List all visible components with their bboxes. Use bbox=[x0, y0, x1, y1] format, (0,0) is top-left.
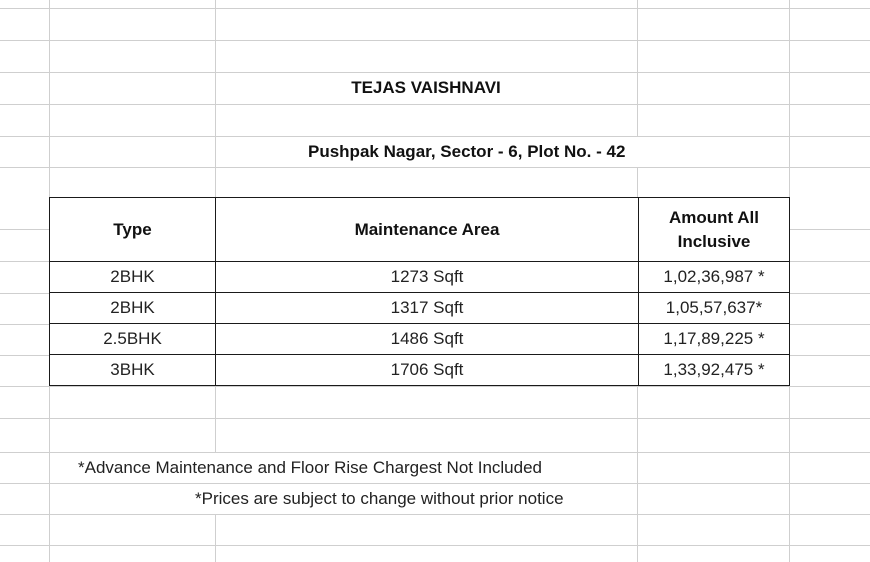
cell-area[interactable]: 1706 Sqft bbox=[216, 355, 639, 386]
price-table bbox=[49, 197, 790, 386]
grid-row-line bbox=[0, 386, 870, 387]
table-header-row bbox=[50, 198, 790, 262]
grid-row-line bbox=[0, 8, 870, 9]
cell-type[interactable]: 3BHK bbox=[50, 355, 216, 386]
table-row bbox=[50, 355, 790, 386]
cell-type[interactable]: 2BHK bbox=[50, 262, 216, 293]
grid-row-line bbox=[0, 545, 870, 546]
cell-amount[interactable]: 1,17,89,225 * bbox=[639, 324, 790, 355]
grid-row-line bbox=[0, 104, 870, 105]
grid-row-line bbox=[0, 514, 870, 515]
table-row bbox=[50, 262, 790, 293]
grid-row-line bbox=[0, 167, 870, 168]
cell-type[interactable]: 2BHK bbox=[50, 293, 216, 324]
cell-area[interactable]: 1273 Sqft bbox=[216, 262, 639, 293]
cell-amount[interactable]: 1,02,36,987 * bbox=[639, 262, 790, 293]
grid-row-line bbox=[0, 418, 870, 419]
cell-area[interactable]: 1317 Sqft bbox=[216, 293, 639, 324]
header-maintenance-area[interactable]: Maintenance Area bbox=[216, 198, 639, 262]
header-amount[interactable] bbox=[639, 198, 790, 262]
header-amount-line2: Inclusive bbox=[677, 231, 751, 251]
sheet-title[interactable]: TEJAS VAISHNAVI bbox=[351, 78, 501, 97]
header-amount-line1: Amount All bbox=[668, 207, 760, 227]
cell-amount[interactable]: 1,05,57,637* bbox=[639, 293, 790, 324]
header-type[interactable]: Type bbox=[50, 198, 216, 262]
cell-area[interactable]: 1486 Sqft bbox=[216, 324, 639, 355]
table-row bbox=[50, 324, 790, 355]
cell-type[interactable]: 2.5BHK bbox=[50, 324, 216, 355]
note-price-change[interactable]: *Prices are subject to change without prior notice bbox=[195, 489, 564, 508]
grid-row-line bbox=[0, 40, 870, 41]
note-maintenance-charges[interactable]: *Advance Maintenance and Floor Rise Chargest Not Included bbox=[78, 458, 542, 477]
table-row bbox=[50, 293, 790, 324]
sheet-subtitle[interactable]: Pushpak Nagar, Sector - 6, Plot No. - 42 bbox=[308, 142, 626, 161]
cell-amount[interactable]: 1,33,92,475 * bbox=[639, 355, 790, 386]
